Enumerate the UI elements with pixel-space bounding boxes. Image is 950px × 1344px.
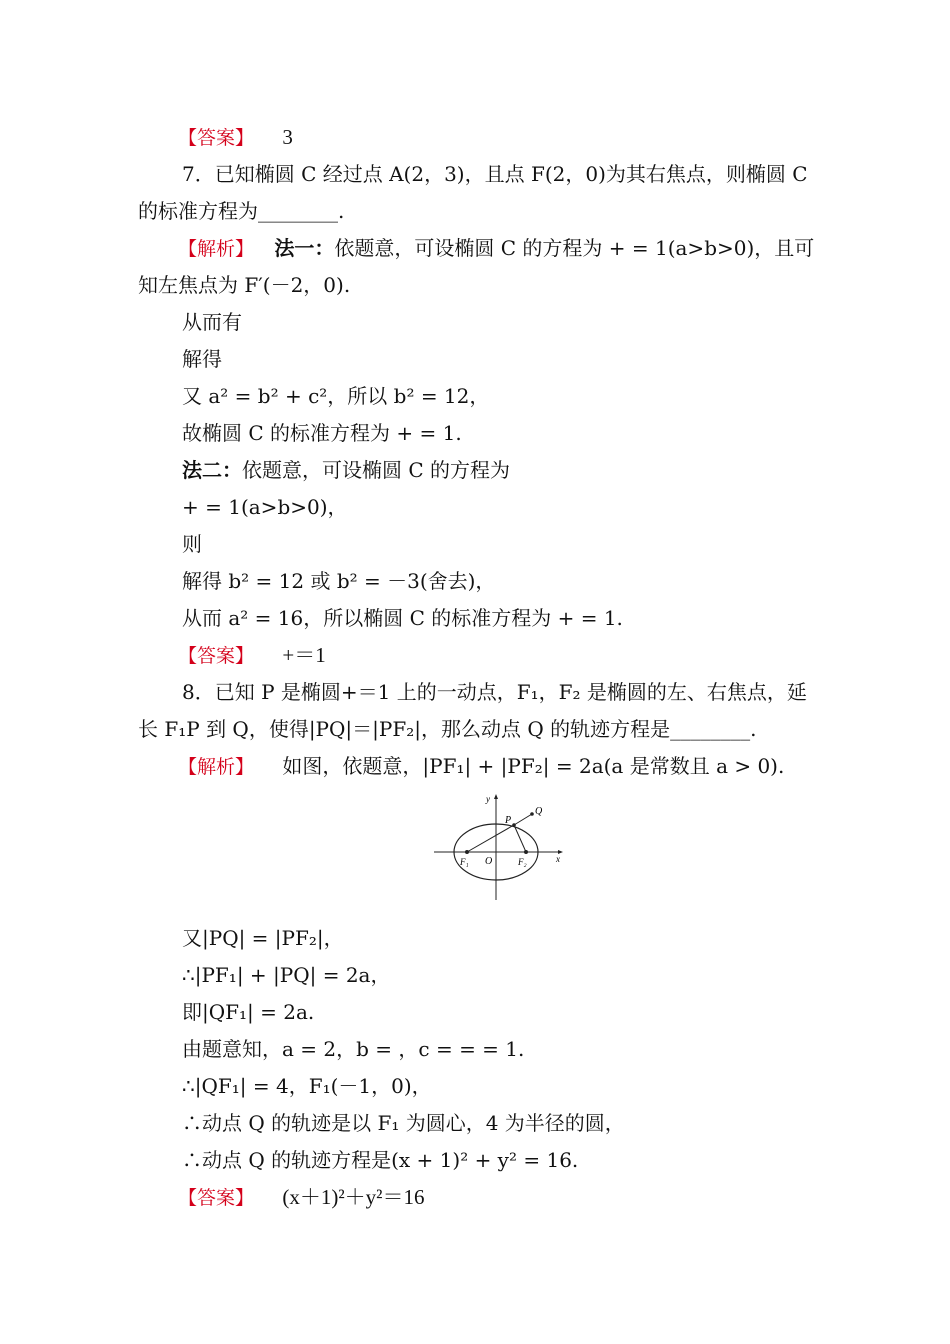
solution-8-line-3: ∴|PF₁| + |PQ| = 2a， bbox=[182, 963, 391, 987]
segment-f1-p bbox=[467, 825, 514, 852]
point-f1 bbox=[465, 850, 469, 854]
answer-8 bbox=[178, 1184, 424, 1211]
solution-8-line-5: 由题意知，a = 2，b = ，c = = = 1. bbox=[182, 1037, 525, 1061]
ellipse-figure bbox=[430, 790, 570, 902]
answer-tag: 【答案】 bbox=[178, 127, 255, 149]
answer-7 bbox=[178, 642, 326, 669]
solution-7-line-4: 解得 bbox=[182, 347, 222, 371]
solution-8-text-1: 如图，依题意，|PF₁| + |PF₂| = 2a(a 是常数且 a > 0). bbox=[282, 754, 785, 778]
solution-8-line-7: ∴动点 Q 的轨迹是以 F₁ 为圆心，4 为半径的圆， bbox=[182, 1111, 625, 1135]
label-x: x bbox=[556, 854, 560, 864]
label-f2: F₂ bbox=[518, 857, 527, 867]
answer-tag: 【答案】 bbox=[178, 645, 255, 667]
solution-7-method-2 bbox=[182, 457, 510, 483]
solution-8-line-8: ∴动点 Q 的轨迹方程是(x + 1)² + y² = 16. bbox=[182, 1148, 579, 1172]
label-f1: F₁ bbox=[460, 857, 469, 867]
question-8-line-2: 长 F₁P 到 Q，使得|PQ|＝|PF₂|，那么动点 Q 的轨迹方程是________. bbox=[138, 717, 757, 741]
analysis-tag: 【解析】 bbox=[178, 756, 255, 778]
solution-7-line-8: + = 1(a>b>0)， bbox=[182, 495, 348, 519]
point-q bbox=[530, 812, 534, 816]
y-axis-arrow bbox=[494, 794, 498, 799]
method-1-label: 法一： bbox=[274, 236, 335, 260]
solution-7-line-9: 则 bbox=[182, 532, 202, 556]
label-q: Q bbox=[535, 806, 543, 817]
solution-8-line-2: 又|PQ| = |PF₂|， bbox=[182, 926, 344, 950]
answer-8-value: (x＋1)²＋y²＝16 bbox=[282, 1185, 425, 1209]
point-p bbox=[512, 823, 516, 827]
solution-7-line-3: 从而有 bbox=[182, 310, 242, 334]
solution-7-line-6: 故椭圆 C 的标准方程为 + = 1. bbox=[182, 421, 462, 445]
label-o: O bbox=[485, 856, 493, 867]
question-7-line-2: 的标准方程为________. bbox=[138, 199, 345, 223]
answer-6 bbox=[178, 124, 293, 151]
solution-8-line-1 bbox=[178, 753, 784, 780]
solution-7-line-10: 解得 b² = 12 或 b² = －3(舍去)， bbox=[182, 569, 496, 593]
solution-7-method-1 bbox=[178, 235, 814, 262]
solution-8-line-6: ∴|QF₁| = 4，F₁(－1，0)， bbox=[182, 1074, 432, 1098]
solution-7-line-2: 知左焦点为 F′(－2，0). bbox=[138, 273, 351, 297]
method-2-label: 法二： bbox=[182, 458, 242, 482]
segment-p-q bbox=[514, 814, 532, 825]
label-y: y bbox=[486, 794, 490, 804]
solution-7-line-11: 从而 a² = 16，所以椭圆 C 的标准方程为 + = 1. bbox=[182, 606, 623, 630]
question-7-line-1: 7．已知椭圆 C 经过点 A(2，3)，且点 F(2，0)为其右焦点，则椭圆 C bbox=[182, 162, 808, 186]
answer-tag: 【答案】 bbox=[178, 1187, 255, 1209]
solution-7-text-1: 依题意，可设椭圆 C 的方程为 + = 1(a>b>0)，且可 bbox=[334, 236, 815, 260]
answer-6-value: 3 bbox=[282, 125, 293, 149]
answer-7-value: +＝1 bbox=[282, 643, 326, 667]
question-8-line-1: 8．已知 P 是椭圆+＝1 上的一动点，F₁，F₂ 是椭圆的左、右焦点，延 bbox=[182, 680, 807, 704]
solution-8-line-4: 即|QF₁| = 2a. bbox=[182, 1000, 315, 1024]
analysis-tag: 【解析】 bbox=[178, 238, 255, 260]
solution-7-text-2: 依题意，可设椭圆 C 的方程为 bbox=[242, 458, 511, 482]
point-f2 bbox=[524, 850, 528, 854]
solution-7-line-5: 又 a² = b² + c²，所以 b² = 12， bbox=[182, 384, 490, 408]
label-p: P bbox=[505, 815, 512, 826]
